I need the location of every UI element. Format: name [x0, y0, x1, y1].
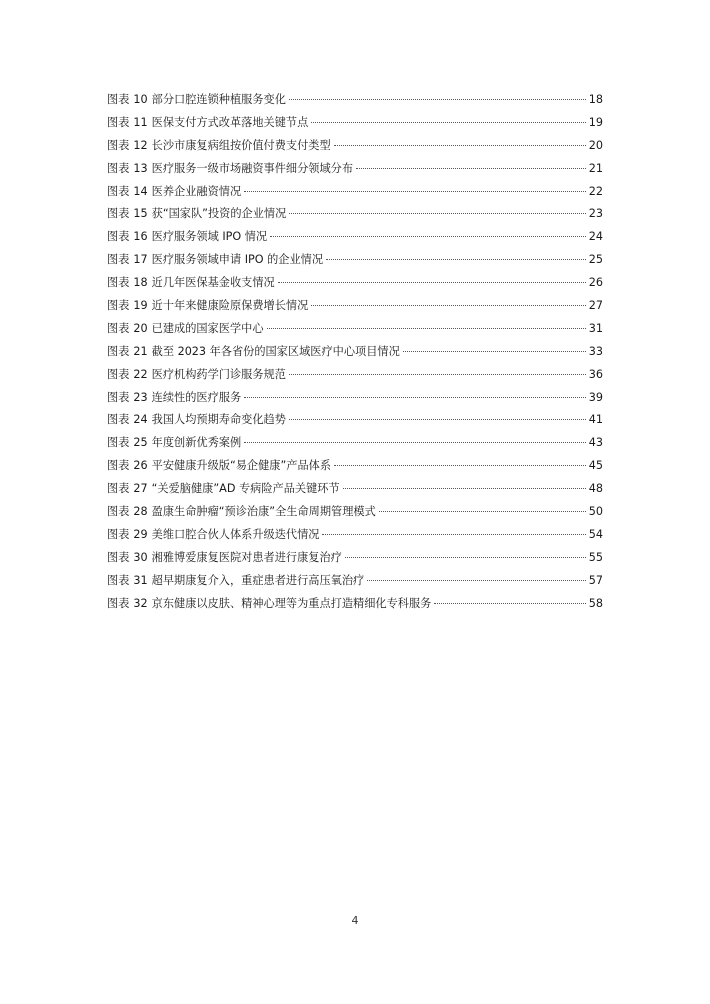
toc-entry[interactable]: [107, 226, 603, 249]
entry-label: 图表: [107, 321, 130, 335]
entry-number: 18: [133, 276, 148, 290]
entry-number: 28: [133, 505, 148, 519]
entry-label: 图表: [107, 459, 130, 473]
toc-entry[interactable]: [107, 432, 603, 455]
entry-number: 26: [133, 459, 148, 473]
dot-leader: [278, 282, 586, 283]
entry-number: 27: [133, 482, 148, 496]
toc-entry[interactable]: [107, 364, 603, 387]
entry-page-number: 45: [588, 459, 603, 473]
entry-label: 图表: [107, 436, 130, 450]
entry-title: 医疗服务领域申请 IPO 的企业情况: [151, 253, 324, 267]
entry-number: 12: [133, 138, 148, 152]
entry-title: 近几年医保基金收支情况: [151, 276, 275, 290]
toc-entry[interactable]: [107, 181, 603, 204]
entry-number: 17: [133, 253, 148, 267]
toc-entry[interactable]: [107, 341, 603, 364]
entry-label: 图表: [107, 207, 130, 221]
entry-number: 13: [133, 161, 148, 175]
entry-title: 超早期康复介入，重症患者进行高压氧治疗: [151, 573, 365, 587]
entry-title: “关爱脑健康”AD 专病险产品关键环节: [151, 482, 340, 496]
entry-label: 图表: [107, 276, 130, 290]
toc-entry[interactable]: [107, 409, 603, 432]
entry-page-number: 54: [588, 527, 603, 541]
entry-title: 连续性的医疗服务: [151, 390, 242, 404]
entry-number: 21: [133, 344, 148, 358]
entry-number: 11: [133, 115, 148, 129]
entry-page-number: 58: [588, 596, 603, 610]
toc-entry[interactable]: [107, 570, 603, 593]
entry-title: 医疗服务领域 IPO 情况: [151, 230, 268, 244]
toc-entry[interactable]: [107, 89, 603, 112]
entry-page-number: 55: [588, 550, 603, 564]
entry-title: 医养企业融资情况: [151, 184, 242, 198]
entry-title: 医疗服务一级市场融资事件细分领域分布: [151, 161, 354, 175]
entry-number: 22: [133, 367, 148, 381]
dot-leader: [244, 442, 586, 443]
toc-entry[interactable]: [107, 295, 603, 318]
dot-leader: [403, 351, 586, 352]
toc-entry[interactable]: [107, 249, 603, 272]
page-number: 4: [351, 914, 359, 927]
dot-leader: [356, 168, 586, 169]
entry-label: 图表: [107, 184, 130, 198]
entry-number: 10: [133, 93, 148, 106]
entry-number: 14: [133, 184, 148, 198]
entry-number: 29: [133, 527, 148, 541]
entry-page-number: 31: [588, 321, 603, 335]
entry-number: 15: [133, 207, 148, 221]
entry-title: 近十年来健康险原保费增长情况: [151, 299, 309, 313]
dot-leader: [311, 305, 585, 306]
entry-label: 图表: [107, 596, 130, 610]
entry-label: 图表: [107, 161, 130, 175]
toc-entry[interactable]: [107, 455, 603, 478]
entry-page-number: 36: [588, 367, 603, 381]
dot-leader: [289, 99, 586, 100]
entry-label: 图表: [107, 550, 130, 564]
entry-page-number: 33: [588, 344, 603, 358]
entry-number: 30: [133, 550, 148, 564]
dot-leader: [345, 557, 586, 558]
entry-title: 已建成的国家医学中心: [151, 321, 264, 335]
entry-page-number: 18: [588, 93, 603, 106]
toc-entry[interactable]: [107, 112, 603, 135]
entry-label: 图表: [107, 93, 130, 106]
entry-page-number: 20: [588, 138, 603, 152]
entry-label: 图表: [107, 299, 130, 313]
entry-title: 湘雅博爱康复医院对患者进行康复治疗: [151, 550, 342, 564]
entry-page-number: 39: [588, 390, 603, 404]
entry-label: 图表: [107, 527, 130, 541]
entry-page-number: 22: [588, 184, 603, 198]
dot-leader: [244, 397, 586, 398]
entry-number: 24: [133, 413, 148, 427]
entry-number: 16: [133, 230, 148, 244]
entry-title: 长沙市康复病组按价值付费支付类型: [151, 138, 331, 152]
entry-page-number: 19: [588, 115, 603, 129]
figure-list-toc: [107, 89, 603, 615]
dot-leader: [334, 465, 586, 466]
dot-leader: [289, 213, 585, 214]
entry-page-number: 41: [588, 413, 603, 427]
entry-title: 京东健康以皮肤、精神心理等为重点打造精细化专科服务: [151, 596, 432, 610]
entry-page-number: 50: [588, 505, 603, 519]
toc-entry[interactable]: [107, 501, 603, 524]
entry-title: 美维口腔合伙人体系升级迭代情况: [151, 527, 320, 541]
dot-leader: [244, 191, 586, 192]
entry-label: 图表: [107, 505, 130, 519]
toc-entry[interactable]: [107, 593, 603, 616]
toc-entry[interactable]: [107, 478, 603, 501]
entry-label: 图表: [107, 253, 130, 267]
dot-leader: [289, 374, 586, 375]
entry-title: 截至 2023 年各省份的国家区域医疗中心项目情况: [151, 344, 400, 358]
toc-entry[interactable]: [107, 135, 603, 158]
dot-leader: [434, 603, 585, 604]
entry-label: 图表: [107, 138, 130, 152]
entry-label: 图表: [107, 482, 130, 496]
dot-leader: [334, 145, 586, 146]
toc-entry[interactable]: [107, 547, 603, 570]
dot-leader: [267, 328, 586, 329]
entry-page-number: 57: [588, 573, 603, 587]
toc-entry[interactable]: [107, 203, 603, 226]
entry-title: 部分口腔连锁种植服务变化: [151, 93, 286, 106]
toc-entry[interactable]: [107, 387, 603, 410]
dot-leader: [379, 511, 586, 512]
entry-title: 医疗机构药学门诊服务规范: [151, 367, 286, 381]
entry-page-number: 48: [588, 482, 603, 496]
entry-page-number: 43: [588, 436, 603, 450]
entry-number: 31: [133, 573, 148, 587]
entry-page-number: 21: [588, 161, 603, 175]
entry-label: 图表: [107, 344, 130, 358]
toc-entry[interactable]: [107, 318, 603, 341]
entry-number: 32: [133, 596, 148, 610]
entry-label: 图表: [107, 230, 130, 244]
dot-leader: [326, 259, 586, 260]
entry-page-number: 25: [588, 253, 603, 267]
entry-title: 医保支付方式改革落地关键节点: [151, 115, 309, 129]
entry-label: 图表: [107, 413, 130, 427]
entry-number: 23: [133, 390, 148, 404]
dot-leader: [270, 236, 586, 237]
dot-leader: [343, 488, 586, 489]
entry-title: 年度创新优秀案例: [151, 436, 242, 450]
entry-label: 图表: [107, 115, 130, 129]
entry-label: 图表: [107, 573, 130, 587]
dot-leader: [311, 122, 585, 123]
entry-title: 盈康生命肿瘤“预诊治康”全生命周期管理模式: [151, 505, 376, 519]
entry-page-number: 24: [588, 230, 603, 244]
toc-entry[interactable]: [107, 272, 603, 295]
entry-label: 图表: [107, 390, 130, 404]
entry-number: 25: [133, 436, 148, 450]
entry-label: 图表: [107, 367, 130, 381]
dot-leader: [322, 534, 585, 535]
entry-page-number: 27: [588, 299, 603, 313]
entry-number: 19: [133, 299, 148, 313]
dot-leader: [367, 580, 586, 581]
dot-leader: [289, 419, 586, 420]
entry-title: 平安健康升级版“易企健康”产品体系: [151, 459, 332, 473]
toc-entry[interactable]: [107, 158, 603, 181]
toc-entry[interactable]: [107, 524, 603, 547]
entry-title: 获“国家队”投资的企业情况: [151, 207, 287, 221]
entry-page-number: 26: [588, 276, 603, 290]
entry-page-number: 23: [588, 207, 603, 221]
entry-title: 我国人均预期寿命变化趋势: [151, 413, 286, 427]
entry-number: 20: [133, 321, 148, 335]
